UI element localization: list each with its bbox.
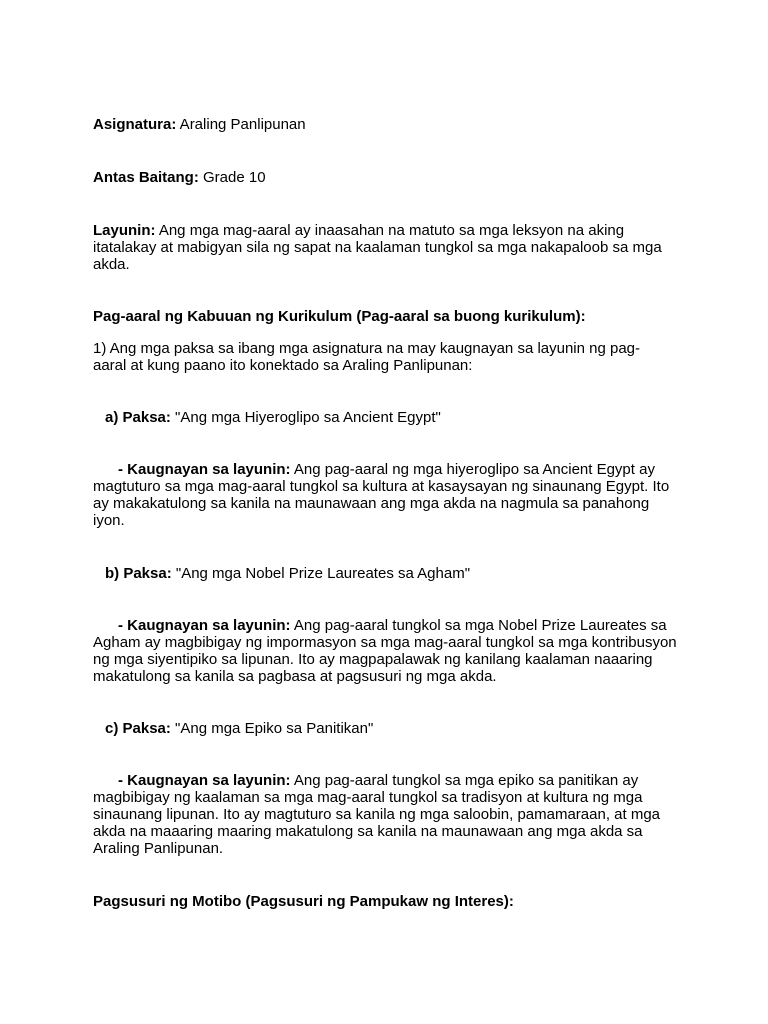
topic-a-label: a) Paksa:	[105, 409, 171, 426]
curriculum-item-1: 1) Ang mga paksa sa ibang mga asignatura na may kaugnayan sa layunin ng pag-aaral at kung paano ito konektado sa Araling Panlipunan:	[93, 340, 641, 374]
topic-b-relation-text: Ang pag-aaral tungkol sa mga Nobel Prize Laureates sa Agham ay magbibigay ng impormasyon sa mga mag-aaral tungkol sa mga kontribusyon ng mga siyentipiko sa lipunan. Ito ay magpapalawak ng kanilang kaalaman naaaring makatulong sa kanila sa pagbasa at pagsusuri ng mga akda.	[93, 617, 677, 685]
topic-c-title: "Ang mga Epiko sa Panitikan"	[170, 720, 374, 737]
topic-b-label: b) Paksa:	[105, 565, 172, 582]
topic-c-relation-text: Ang pag-aaral tungkol sa mga epiko sa panitikan ay magbibigay ng kaalaman sa mga mag-aaral tungkol sa tradisyon at kultura ng mga sinaunang lipunan. Ito ay magtuturo sa kanila ng mga saloobin, pamamaraan, at mga akda na maaaring maaring makatulong sa kanila na maunawaan ang mga akda sa Araling Panlipunan.	[93, 772, 661, 857]
topic-b-line	[105, 565, 705, 582]
subject-value: Araling Panlipunan	[176, 116, 306, 133]
topic-a-relation-label: - Kaugnayan sa layunin:	[118, 461, 291, 478]
topic-a-relation-text: Ang pag-aaral ng mga hiyeroglipo sa Ancient Egypt ay magtuturo sa mga mag-aaral tungkol sa kultura at kasaysayan ng sinaunang Egypt. Ito ay makakatulong sa kanila na maunawaan ang mga akda na nagmula sa panahong iyon.	[93, 461, 670, 529]
topic-c-relation	[93, 772, 681, 857]
topic-a-relation	[93, 461, 683, 529]
grade-value: Grade 10	[198, 169, 266, 186]
objective-text: Ang mga mag-aaral ay inaasahan na matuto sa mga leksyon na aking itatalakay at mabigyan sila ng sapat na kaalaman tungkol sa mga nakapaloob sa mga akda.	[93, 222, 662, 273]
grade-line	[93, 169, 693, 186]
objective-label: Layunin:	[93, 222, 156, 239]
topic-a-line	[105, 409, 705, 426]
subject-label: Asignatura:	[93, 116, 177, 133]
topic-c-relation-label: - Kaugnayan sa layunin:	[118, 772, 291, 789]
topic-b-relation	[93, 617, 693, 685]
topic-c-line	[105, 720, 705, 737]
motive-heading: Pagsusuri ng Motibo (Pagsusuri ng Pampukaw ng Interes):	[93, 893, 514, 910]
topic-b-relation-label: - Kaugnayan sa layunin:	[118, 617, 291, 634]
grade-label: Antas Baitang:	[93, 169, 199, 186]
topic-c-label: c) Paksa:	[105, 720, 171, 737]
topic-b-title: "Ang mga Nobel Prize Laureates sa Agham"	[171, 565, 471, 582]
objective-paragraph	[93, 222, 683, 273]
curriculum-heading: Pag-aaral ng Kabuuan ng Kurikulum (Pag-aaral sa buong kurikulum):	[93, 308, 586, 325]
subject-line	[93, 116, 693, 133]
topic-a-title: "Ang mga Hiyeroglipo sa Ancient Egypt"	[170, 409, 441, 426]
